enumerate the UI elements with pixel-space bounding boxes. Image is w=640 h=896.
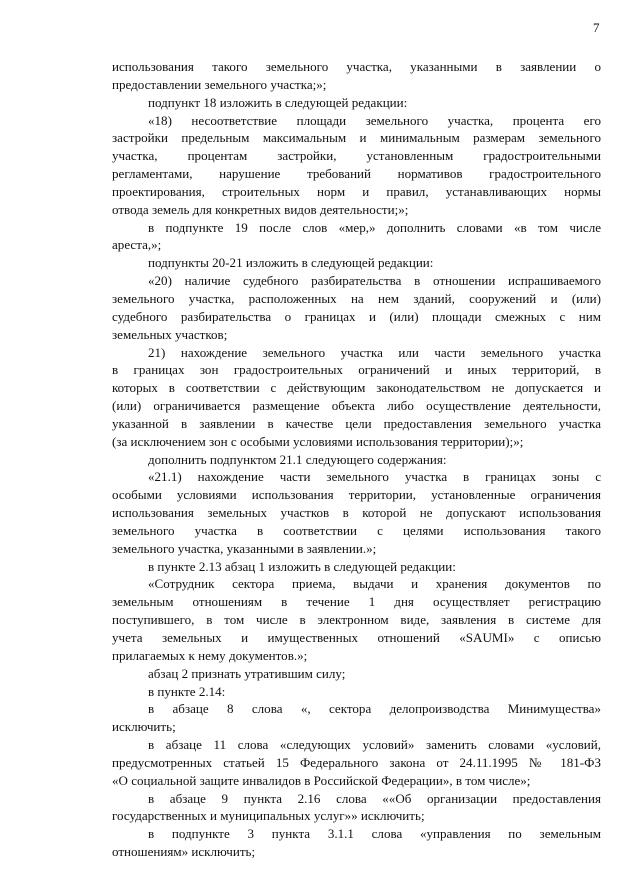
text-line: предоставлении земельного участка;»; [112, 76, 327, 92]
text-line: регламентами, нарушение требований нормативов градостроительного [112, 166, 601, 182]
text-line: поступившего, в том числе в электронном виде, заявления в системе для [112, 612, 601, 628]
text-line: проектирования, строительных норм и правил, устанавливающих нормы [112, 183, 601, 199]
text-line: судебного разбирательства о границах и (или) площади смежных с ним [112, 308, 601, 324]
text-line: учета земельных и имущественных отношений «SAUMI» с описью [112, 630, 601, 645]
text-line: (или) ограничивается размещение объекта либо осуществление деятельности, [112, 398, 601, 414]
text-line: (за исключением зон с особыми условиями использования территории);»; [112, 433, 524, 449]
text-line: дополнить подпунктом 21.1 следующего содержания: [148, 451, 447, 467]
text-line: использования земельных участков в которой не допускают использования [112, 505, 601, 521]
text-line: в абзаце 8 слова «, сектора делопроизводства Минимущества» [148, 701, 601, 717]
text-line: в абзаце 11 слова «следующих условий» заменить словами «условий, [148, 737, 601, 753]
text-line: указанной в заявлении в качестве цели предоставления земельного участка [112, 415, 601, 431]
text-line: государственных и муниципальных услуг»» исключить; [112, 808, 425, 824]
text-line: исключить; [112, 719, 176, 735]
text-line: использования такого земельного участка, указанными в заявлении о [112, 59, 601, 74]
text-line: земельного участка в соответствии с целями использования такого [112, 522, 601, 538]
text-line: 21) нахождение земельного участка или части земельного участка [148, 344, 601, 360]
text-line: в пункте 2.13 абзац 1 изложить в следующей редакции: [148, 558, 456, 574]
text-line: в подпункте 3 пункта 3.1.1 слова «управления по земельным [148, 826, 601, 842]
text-line: в пункте 2.14: [148, 683, 226, 699]
text-line: земельного участка, расположенных на нем зданий, сооружений и (или) [112, 290, 601, 306]
text-line: предусмотренных статьей 15 Федерального закона от 24.11.1995 № 181-ФЗ [112, 754, 601, 770]
text-line: «20) наличие судебного разбирательства в отношении испрашиваемого [148, 273, 601, 289]
text-line: земельного участка, указанными в заявлении.»; [112, 540, 377, 556]
text-line: отношениям» исключить; [112, 844, 256, 860]
text-line: ареста,»; [112, 237, 162, 253]
text-line: подпункт 18 изложить в следующей редакции: [148, 94, 408, 110]
text-line: в подпункте 19 после слов «мер,» дополнить словами «в том числе [148, 219, 601, 235]
text-line: земельных участков; [112, 326, 228, 342]
text-line: в абзаце 9 пункта 2.16 слова ««Об организации предоставления [148, 790, 601, 806]
text-line: прилагаемых к нему документов.»; [112, 647, 308, 663]
text-line: земельным отношениям в течение 1 дня осуществляет регистрацию [112, 594, 601, 610]
document-body [112, 58, 601, 861]
text-line: которых в соответствии с действующим законодательством не допускается и [112, 380, 601, 396]
text-line: отвода земель для конкретных видов деятельности;»; [112, 201, 409, 217]
text-line: участка, процентам застройки, установленным градостроительными [112, 148, 601, 164]
text-line: «18) несоответствие площади земельного участка, процента его [148, 112, 601, 128]
text-line: «21.1) нахождение части земельного участка в границах зоны с [148, 469, 601, 485]
text-line: «О социальной защите инвалидов в Российской Федерации», в том числе»; [112, 772, 531, 788]
text-line: абзац 2 признать утратившим силу; [148, 665, 346, 681]
text-line: подпункты 20-21 изложить в следующей редакции: [148, 255, 434, 271]
text-line: «Сотрудник сектора приема, выдачи и хранения документов по [148, 576, 601, 592]
page-number: 7 [593, 20, 600, 35]
text-line: в границах зон градостроительных ограничений и иных территорий, в [112, 362, 601, 378]
text-line: особыми условиями использования территории, установленные ограничения [112, 487, 601, 503]
text-line: застройки предельным максимальным и минимальным размерам земельного [112, 130, 601, 146]
